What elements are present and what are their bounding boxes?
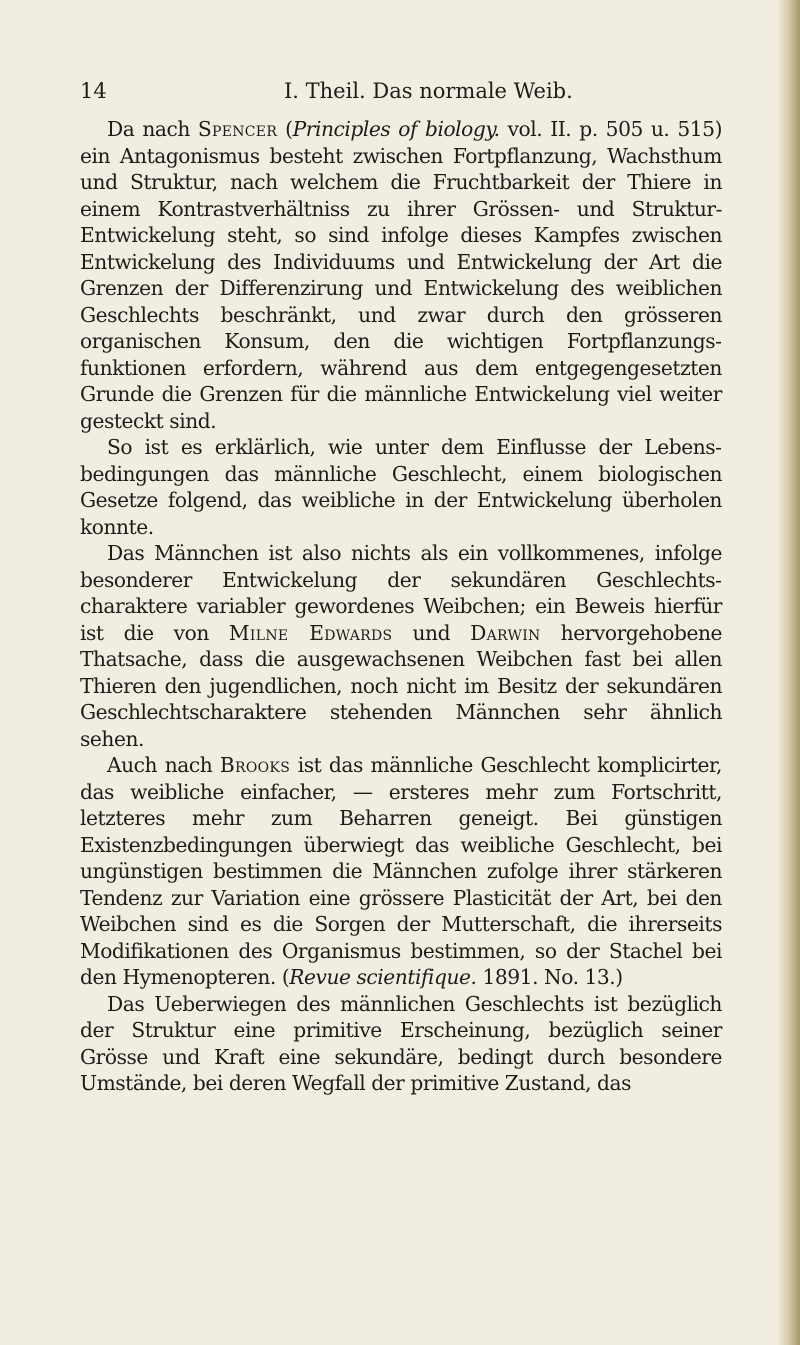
page-edge-shadow [778,0,800,1345]
running-header [80,76,720,106]
paragraph-3: Das Männchen ist also nichts als ein vollkommenes, infolge besonderer Entwickelung der sekundären Geschlechtscharaktere variabler gewordenes Weibchen; ein Beweis hierfür ist die von Milne Edwards und Darwin hervorgehobene Thatsache, dass die ausgewachsenen Weibchen fast bei allen Thieren den jugendlichen, noch nicht im Besitz der sekundären Geschlechtscharaktere stehenden Männchen sehr ähnlich sehen. [80,541,723,751]
paragraph-4: Auch nach Brooks ist das männliche Geschlecht komplicirter, das weibliche einfacher, — ersteres mehr zum Fortschritt, letzteres mehr zum Beharren geneigt. Bei günstigen Existenzbedingungen überwiegt das weibliche Geschlecht, bei ungünstigen bestimmen die Männchen zufolge ihrer stärkeren Tendenz zur Variation eine grössere Plasticität der Art, bei den Weibchen sind es die Sorgen der Mutterschaft, die ihrerseits Modifikationen des Organismus bestimmen, so der Stachel bei den Hymenopteren. (Revue scientifique. 1891. No. 13.) [80,753,722,989]
paragraph-1: Da nach Spencer (Principles of biology. vol. II. p. 505 u. 515) ein Antagonismus besteht zwischen Fortpflanzung, Wachsthum und Struktur, nach welchem die Fruchtbarkeit der Thiere in einem Kontrastverhältniss zu ihrer Grössen- und Struktur-Entwickelung steht, so sind infolge dieses Kampfes zwischen Entwickelung des Individuums und Entwickelung der Art die Grenzen der Differenzirung und Entwickelung des weiblichen Geschlechts beschränkt, und zwar durch den grösseren organischen Konsum, den die wichtigen Fortpflanzungsfunktionen erfordern, während aus dem entgegengesetzten Grunde die Grenzen für die männliche Entwickelung viel weiter gesteckt sind. [80,117,722,433]
paragraph-2: So ist es erklärlich, wie unter dem Einflusse der Lebensbedingungen das männliche Geschlecht, einem biologischen Gesetze folgend, das weibliche in der Entwickelung überholen konnte. [80,435,722,539]
paragraph-5: Das Ueberwiegen des männlichen Geschlechts ist bezüglich der Struktur eine primitive Erscheinung, bezüglich seiner Grösse und Kraft eine sekundäre, bedingt durch besondere Umstände, bei deren Wegfall der primitive Zustand, das [80,991,722,1095]
body-text [80,116,722,1097]
running-title: I. Theil. Das normale Weib. [284,79,573,103]
citation-title: Principles of biology. [292,117,500,141]
citation-journal: Revue scientifique. [289,965,477,989]
author-brooks: Brooks [219,753,291,777]
page-number: 14 [80,79,107,103]
author-spencer: Spencer [197,117,278,141]
author-milne-edwards: Milne Edwards [228,620,393,645]
author-darwin: Darwin [470,620,541,645]
